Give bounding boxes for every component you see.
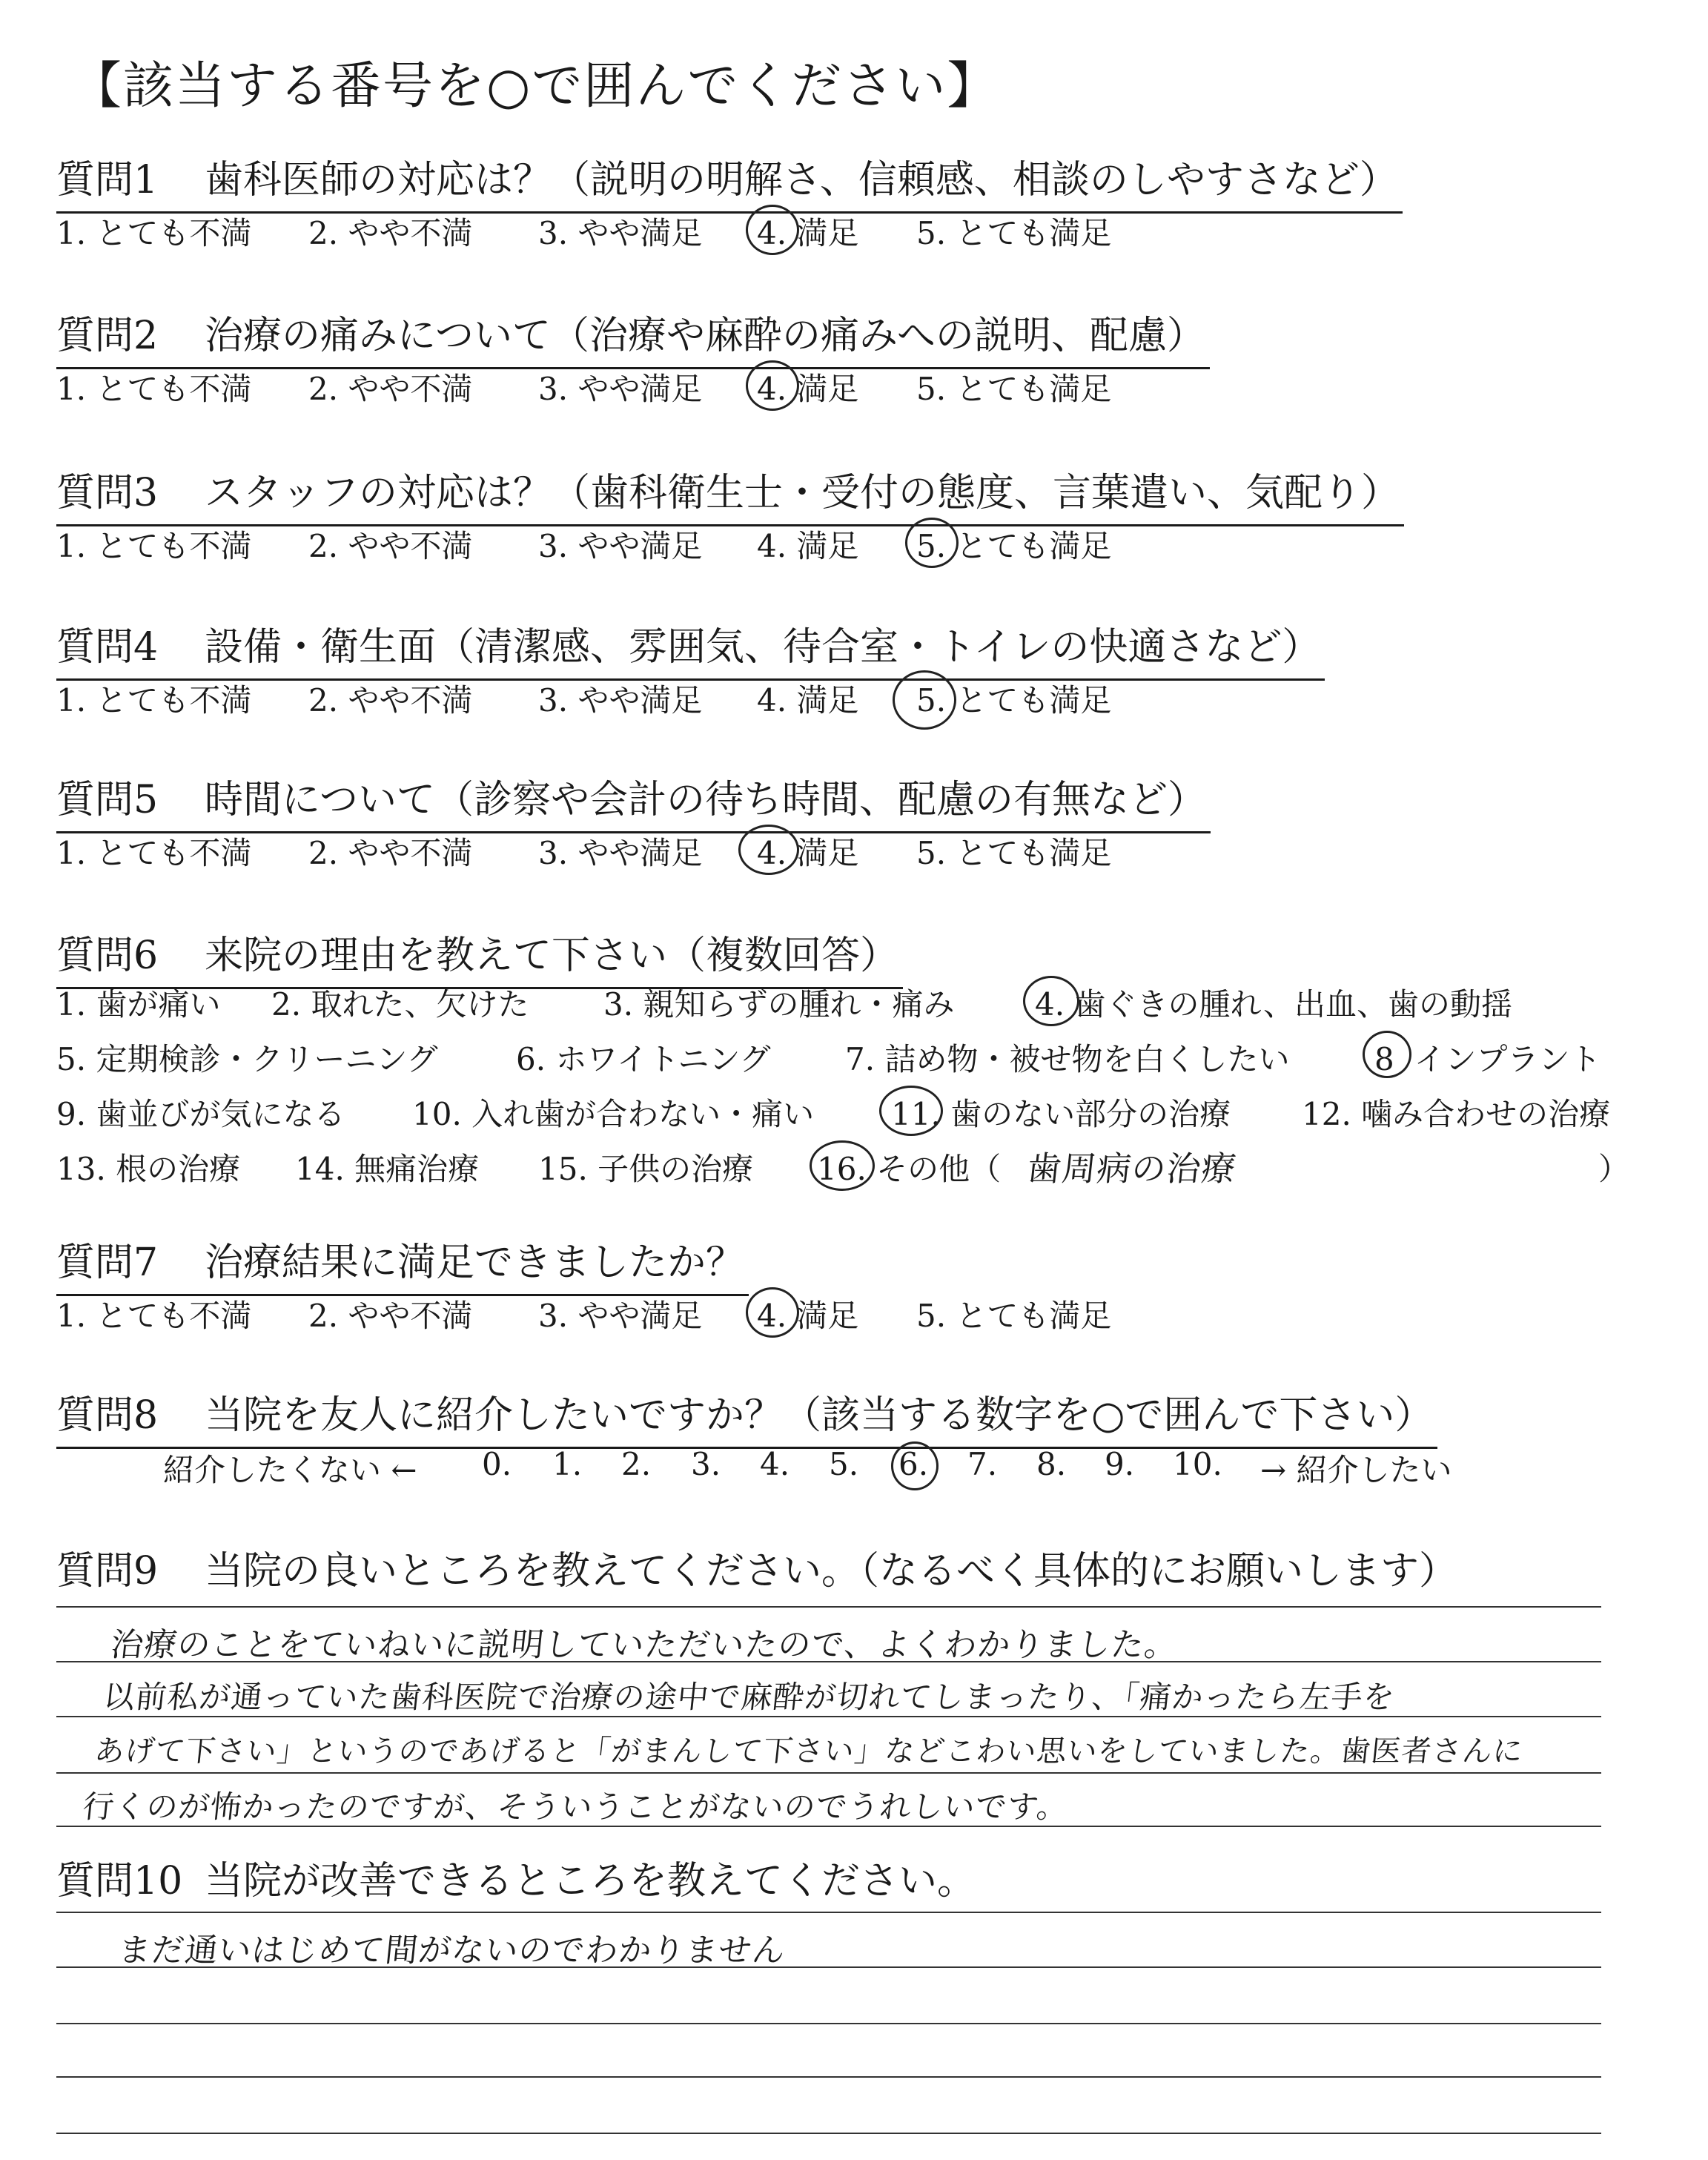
option-2[interactable]: 2. やや不満 (308, 371, 473, 407)
q9-answer-line-4: 行くのが怖かったのですが、そういうことがないのでうれしいです。 (81, 1789, 1070, 1825)
scale-value[interactable]: 8. (1036, 1446, 1067, 1482)
question-number: 質問1 (56, 158, 159, 202)
q6-option-9[interactable]: 9. 歯並びが気になる (56, 1096, 345, 1132)
question-text: スタッフの対応は？（歯科衛生士・受付の態度、言葉遣い、気配り） (205, 471, 1400, 515)
question-7 (56, 1231, 749, 1296)
question-5 (56, 768, 1211, 833)
selection-circle (746, 1287, 799, 1338)
selection-circle (738, 825, 799, 875)
option-3[interactable]: 3. やや満足 (538, 215, 703, 251)
q9-answer-line-2: 以前私が通っていた歯科医院で治療の途中で麻酔が切れてしまったり、「痛かったら左手を (102, 1679, 1397, 1715)
question-text: 治療結果に満足できましたか？ (205, 1241, 745, 1285)
scale-value[interactable]: 1. (552, 1446, 583, 1482)
q9-answer-line-3: あげて下さい」というのであげると「がまんして下さい」などこわい思いをしていました。歯医者さんに (93, 1734, 1526, 1768)
question-number: 質問4 (56, 625, 159, 670)
question-2 (56, 304, 1210, 369)
option-4[interactable]: 4. 満足 (757, 215, 859, 251)
scale-right-label: → 紹介したい (1260, 1452, 1452, 1488)
option-5[interactable]: 5. とても満足 (916, 835, 1112, 871)
option-4[interactable]: 4. 満足 (757, 1298, 859, 1334)
q9-answer-line-1: 治療のことをていねいに説明していただいたので、よくわかりました。 (108, 1626, 1180, 1664)
selection-circle (893, 670, 956, 730)
q6-option-14[interactable]: 14. 無痛治療 (295, 1151, 480, 1187)
option-2[interactable]: 2. やや不満 (308, 835, 473, 871)
question-number: 質問6 (56, 934, 159, 978)
q6-option-7[interactable]: 7. 詰め物・被せ物を白くしたい (845, 1041, 1290, 1077)
question-text: 時間について（診察や会計の待ち時間、配慮の有無など） (205, 778, 1206, 822)
question-text: 治療の痛みについて（治療や麻酔の痛みへの説明、配慮） (205, 314, 1205, 358)
other-close-paren: ） (1598, 1151, 1630, 1187)
option-5[interactable]: 5. とても満足 (916, 682, 1112, 719)
question-text: 当院を友人に紹介したいですか？（該当する数字を○で囲んで下さい） (205, 1393, 1434, 1438)
option-5[interactable]: 5. とても満足 (916, 1298, 1112, 1334)
question-6 (56, 924, 903, 989)
question-8 (56, 1384, 1437, 1449)
option-3[interactable]: 3. やや満足 (538, 835, 703, 871)
selection-circle (879, 1086, 943, 1136)
option-5[interactable]: 5. とても満足 (916, 371, 1112, 407)
option-2[interactable]: 2. やや不満 (308, 215, 473, 251)
question-9 (56, 1539, 1457, 1595)
answer-line (56, 2023, 1601, 2024)
option-1[interactable]: 1. とても不満 (56, 215, 252, 251)
selection-circle (810, 1140, 875, 1191)
question-text: 設備・衛生面（清潔感、雰囲気、待合室・トイレの快適さなど） (205, 625, 1321, 670)
question-text: 当院の良いところを教えてください。（なるべく具体的にお願いします） (205, 1549, 1458, 1593)
q6-option-5[interactable]: 5. 定期検診・クリーニング (56, 1041, 438, 1077)
scale-value[interactable]: 0. (482, 1446, 512, 1482)
q6-option-8[interactable]: 8 インプラント (1374, 1041, 1601, 1077)
scale-value[interactable]: 6. (898, 1446, 929, 1482)
option-4[interactable]: 4. 満足 (757, 835, 859, 871)
question-number: 質問2 (56, 314, 159, 358)
option-3[interactable]: 3. やや満足 (538, 371, 703, 407)
option-2[interactable]: 2. やや不満 (308, 682, 473, 719)
q6-option-6[interactable]: 6. ホワイトニング (516, 1041, 771, 1077)
q6-option-13[interactable]: 13. 根の治療 (56, 1151, 241, 1187)
option-2[interactable]: 2. やや不満 (308, 528, 473, 564)
selection-circle (1023, 976, 1079, 1026)
option-4[interactable]: 4. 満足 (757, 682, 859, 719)
question-text: 来院の理由を教えて下さい（複数回答） (205, 934, 899, 978)
option-3[interactable]: 3. やや満足 (538, 682, 703, 719)
question-10 (56, 1849, 976, 1905)
answer-line (56, 2133, 1601, 2134)
scale-value[interactable]: 10. (1173, 1446, 1222, 1482)
q6-option-15[interactable]: 15. 子供の治療 (538, 1151, 754, 1187)
scale-value[interactable]: 2. (621, 1446, 652, 1482)
question-1 (56, 148, 1403, 214)
option-4[interactable]: 4. 満足 (757, 528, 859, 564)
question-number: 質問7 (56, 1241, 159, 1285)
scale-value[interactable]: 9. (1105, 1446, 1135, 1482)
scale-value[interactable]: 4. (760, 1446, 790, 1482)
answer-line (56, 1606, 1601, 1608)
scale-value[interactable]: 7. (967, 1446, 998, 1482)
option-1[interactable]: 1. とても不満 (56, 682, 252, 719)
answer-line (56, 1912, 1601, 1913)
question-text: 当院が改善できるところを教えてください。 (205, 1859, 976, 1903)
option-5[interactable]: 5. とても満足 (916, 215, 1112, 251)
scale-value[interactable]: 5. (829, 1446, 859, 1482)
answer-line (56, 1772, 1601, 1774)
page-title: 【該当する番号を○で囲んでください】 (71, 57, 999, 116)
selection-circle (891, 1441, 939, 1490)
q6-option-2[interactable]: 2. 取れた、欠けた (271, 986, 529, 1023)
q6-option-16[interactable]: 16. その他（ (817, 1151, 1002, 1187)
answer-line (56, 2076, 1601, 2078)
q6-option-10[interactable]: 10. 入れ歯が合わない・痛い (412, 1096, 815, 1132)
question-number: 質問5 (56, 778, 159, 822)
q6-option-11[interactable]: 11. 歯のない部分の治療 (891, 1096, 1231, 1132)
option-1[interactable]: 1. とても不満 (56, 371, 252, 407)
selection-circle (1363, 1031, 1411, 1078)
handwritten-other: 歯周病の治療 (1025, 1149, 1239, 1189)
option-1[interactable]: 1. とても不満 (56, 1298, 252, 1334)
scale-left-label: 紹介したくない ← (163, 1452, 417, 1488)
question-number: 質問3 (56, 471, 159, 515)
option-5[interactable]: 5. とても満足 (916, 528, 1112, 564)
question-4 (56, 615, 1325, 681)
option-3[interactable]: 3. やや満足 (538, 528, 703, 564)
option-1[interactable]: 1. とても不満 (56, 835, 252, 871)
option-4[interactable]: 4. 満足 (757, 371, 859, 407)
option-1[interactable]: 1. とても不満 (56, 528, 252, 564)
selection-circle (746, 205, 799, 255)
scale-value[interactable]: 3. (691, 1446, 721, 1482)
question-number: 質問10 (56, 1859, 183, 1903)
option-2[interactable]: 2. やや不満 (308, 1298, 473, 1334)
question-3 (56, 461, 1404, 526)
selection-circle (905, 518, 959, 568)
question-text: 歯科医師の対応は？（説明の明解さ、信頼感、相談のしやすさなど） (205, 158, 1398, 202)
selection-circle (746, 360, 799, 411)
q6-option-3[interactable]: 3. 親知らずの腫れ・痛み (603, 986, 955, 1023)
q6-option-12[interactable]: 12. 噛み合わせの治療 (1302, 1096, 1611, 1132)
q10-answer-line-1: まだ通いはじめて間がないのでわかりません (116, 1932, 788, 1969)
question-number: 質問8 (56, 1393, 159, 1438)
q6-option-4[interactable]: 4. 歯ぐきの腫れ、出血、歯の動揺 (1035, 986, 1512, 1023)
option-3[interactable]: 3. やや満足 (538, 1298, 703, 1334)
q6-option-1[interactable]: 1. 歯が痛い (56, 986, 221, 1023)
question-number: 質問9 (56, 1549, 159, 1593)
